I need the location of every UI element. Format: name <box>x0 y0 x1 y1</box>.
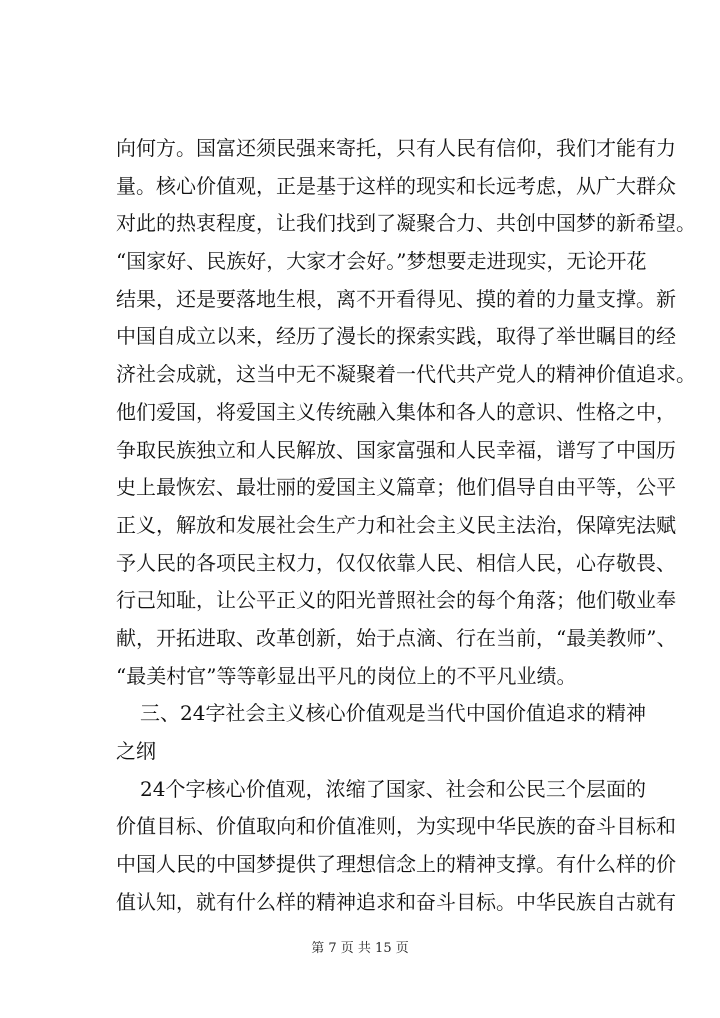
body-text <box>116 130 696 921</box>
text-line: 对此的热衷程度，让我们找到了凝聚合力、共创中国梦的新希望。 <box>116 211 696 236</box>
text-line: 他们爱国，将爱国主义传统融入集体和各人的意识、性格之中， <box>116 399 676 424</box>
text-line: 量。核心价值观，正是基于这样的现实和长远考虑，从广大群众 <box>116 173 676 198</box>
section-heading: 三、24字社会主义核心价值观是当代中国价值追求的精神 <box>140 701 646 726</box>
text-line: 献，开拓进取、改革创新，始于点滴、行在当前，“最美教师”、 <box>116 625 677 650</box>
text-line: 予人民的各项民主权力，仅仅依靠人民、相信人民，心存敬畏、 <box>116 550 676 575</box>
text-line: “国家好、民族好，大家才会好。”梦想要走进现实，无论开花 <box>116 249 647 274</box>
text-line: 中国自成立以来，经历了漫长的探索实践，取得了举世瞩目的经 <box>116 324 676 349</box>
text-line: 行己知耻，让公平正义的阳光普照社会的每个角落；他们敬业奉 <box>116 588 676 613</box>
text-line: 价值目标、价值取向和价值准则，为实现中华民族的奋斗目标和 <box>116 814 676 839</box>
text-line: 争取民族独立和人民解放、国家富强和人民幸福，谱写了中国历 <box>116 437 676 462</box>
section-heading-continued: 之纲 <box>116 739 156 763</box>
text-line: 向何方。国富还须民强来寄托，只有人民有信仰，我们才能有力 <box>116 136 676 160</box>
text-line: 济社会成就，这当中无不凝聚着一代代共产党人的精神价值追求。 <box>116 362 696 387</box>
text-line: 正义，解放和发展社会生产力和社会主义民主法治，保障宪法赋 <box>116 512 676 537</box>
page-number-footer: 第 7 页 共 15 页 <box>311 941 409 956</box>
text-line: 史上最恢宏、最壮丽的爱国主义篇章；他们倡导自由平等，公平 <box>116 475 676 500</box>
text-line: “最美村官”等等彰显出平凡的岗位上的不平凡业绩。 <box>116 663 577 688</box>
text-line: 结果，还是要落地生根，离不开看得见、摸的着的力量支撑。新 <box>116 286 676 311</box>
text-line: 中国人民的中国梦提供了理想信念上的精神支撑。有什么样的价 <box>116 852 676 877</box>
text-line: 24个字核心价值观，浓缩了国家、社会和公民三个层面的 <box>140 776 646 801</box>
text-line: 值认知，就有什么样的精神追求和奋斗目标。中华民族自古就有 <box>116 889 676 914</box>
